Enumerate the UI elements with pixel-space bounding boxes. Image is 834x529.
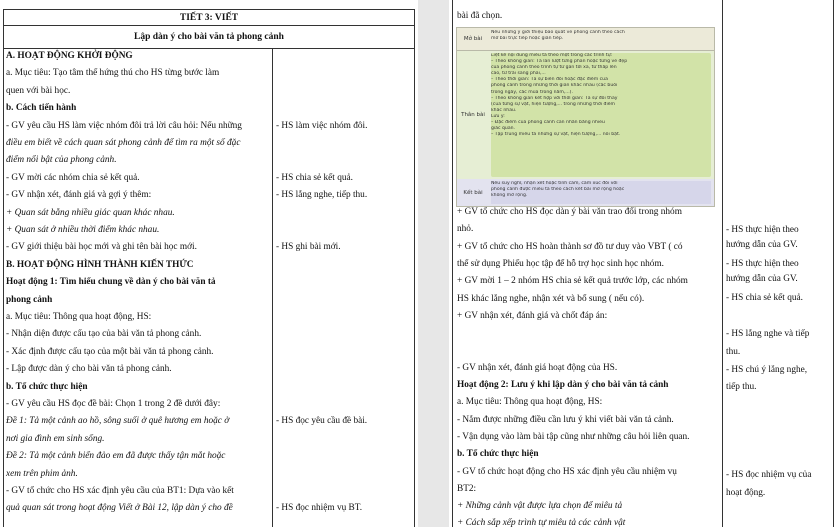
text-line: quen với bài học. <box>6 85 71 96</box>
text-line: thể sử dụng Phiếu học tập để hỗ trợ học sinh học nhóm. <box>457 258 664 269</box>
figure-text-line: mở bài trực tiếp hoặc gián tiếp. <box>491 36 564 42</box>
figure-text-line: Lưu ý: <box>491 113 505 119</box>
text-line: A. HOẠT ĐỘNG KHỞI ĐỘNG <box>6 51 133 61</box>
text-line: - GV tổ chức cho HS xác định yêu cầu của BT1: Dựa vào kết <box>6 486 234 496</box>
figure-row-label: Mở bài <box>463 36 483 42</box>
figure-row-body <box>491 181 711 204</box>
figure-text-line: – Theo thời gian: Tả sự biến đổi hoặc đặc điểm của <box>491 77 608 83</box>
figure-text-line: của phong cảnh theo trình tự từ gần tới xa, từ thấp lên <box>491 65 617 71</box>
text-line: - Nắm được những điều cần lưu ý khi viết bài văn tả cảnh. <box>457 414 674 425</box>
figure-text-line: (của từng sự vật, hiện tượng,... trong những thời điểm <box>491 101 616 107</box>
text-line: + GV tổ chức cho HS hoàn thành sơ đồ tư duy vào VBT ( có <box>457 241 683 252</box>
figure-row-body-section <box>457 50 714 180</box>
text-line: - HS đọc yêu cầu đề bài. <box>276 416 368 427</box>
text-line: - GV nhận xét, đánh giá hoạt động của HS. <box>457 362 618 373</box>
column-divider <box>272 48 273 527</box>
text-line: điểm nổi bật của phong cảnh. <box>6 155 117 166</box>
text-line: - HS thực hiện theo <box>726 225 799 235</box>
figure-row-intro <box>457 28 714 50</box>
text-line: - HS thực hiện theo <box>726 259 799 269</box>
text-line: - Xác định được cấu tạo của một bài văn tả phong cảnh. <box>6 346 214 357</box>
text-line: - GV nhận xét, đánh giá và gợi ý thêm: <box>6 190 152 201</box>
figure-row-body <box>491 30 711 48</box>
text-line: b. Tổ chức thực hiện <box>457 449 539 460</box>
text-line: - GV tổ chức hoạt động cho HS xác định yêu cầu nhiệm vụ <box>457 466 677 477</box>
text-line: HS khác lắng nghe, nhận xét và bổ sung ( nếu có). <box>457 293 645 304</box>
figure-text-line: phong cảnh được miêu tả theo cách kết bài mở rộng hoặc <box>491 187 625 193</box>
text-line: Hoạt động 1: Tìm hiểu chung về dàn ý cho bài văn tả <box>6 277 216 288</box>
text-line: phong cảnh <box>6 294 53 305</box>
figure-text-line: Liệt kê nội dung miêu tả theo một trong các trình tự: <box>491 53 613 58</box>
text-line: Đề 2: Tả một cảnh biển đảo em đã được thấy tận mắt hoặc <box>6 451 226 462</box>
figure-text-line: trong ngày, các mùa trong năm,...). <box>491 89 573 95</box>
figure-text-line: – Theo không gian: Tả lần lượt từng phần hoặc từng vẻ đẹp <box>491 59 628 65</box>
text-line: + Quan sát ở nhiều thời điểm khác nhau. <box>6 225 160 235</box>
text-line: BT2: <box>457 483 477 494</box>
figure-row-conclusion <box>457 179 714 206</box>
text-line: - HS chú ý lắng nghe, <box>726 365 808 375</box>
text-line: - Nhận diện được cấu tạo của bài văn tả phong cảnh. <box>6 329 202 340</box>
continued-text: bài đã chọn. <box>457 11 503 21</box>
text-line: a. Mục tiêu: Thông qua hoạt động, HS: <box>457 397 603 408</box>
text-line: - HS chia sẻ kết quả. <box>726 293 803 303</box>
text-line: a. Mục tiêu: Tạo tâm thế hứng thú cho HS từng bước làm <box>6 68 220 79</box>
outline-figure <box>456 27 715 207</box>
text-line: quả quan sát trong hoạt động Viết ở Bài 12, lập dàn ý cho đề <box>6 503 233 514</box>
figure-text-line: – Tập trung miêu tả những sự vật, hiện tượng,... nổi bật. <box>491 132 621 138</box>
table-rule <box>4 25 414 26</box>
text-line: Hoạt động 2: Lưu ý khi lập dàn ý cho bài văn tả cảnh <box>457 380 669 390</box>
text-line: B. HOẠT ĐỘNG HÌNH THÀNH KIẾN THỨC <box>6 259 194 270</box>
figure-row-body <box>491 53 711 177</box>
text-line: hoạt động. <box>726 488 766 498</box>
text-line: + Quan sát bằng nhiều giác quan khác nhau. <box>6 207 175 218</box>
text-line: - HS làm việc nhóm đôi. <box>276 120 368 131</box>
figure-row-label: Kết bài <box>463 189 483 196</box>
figure-text-line: cao, từ trái sang phải,... <box>491 71 546 77</box>
text-line: - GV yêu cầu HS đọc đề bài: Chọn 1 trong 2 đề dưới đây: <box>6 399 221 409</box>
text-line: - Vận dụng vào làm bài tập cũng như những câu hỏi liên quan. <box>457 431 690 442</box>
text-line: - HS lắng nghe và tiếp <box>726 329 810 339</box>
text-line: Đề 1: Tả một cảnh ao hồ, sông suối ở quê hương em hoặc ở <box>6 416 230 427</box>
text-line: - GV yêu cầu HS làm việc nhóm đôi trả lời câu hỏi: Nếu những <box>6 120 242 131</box>
text-line: + Cách sắp xếp trình tự miêu tả các cảnh vật <box>457 518 626 529</box>
figure-text-line: khác nhau. <box>491 107 517 113</box>
text-line: - HS đọc nhiệm vụ của <box>726 470 812 480</box>
figure-text-line: Nêu suy nghĩ, nhận xét hoặc tình cảm, cảm xúc đối với <box>491 181 618 186</box>
figure-text-line: – Theo không gian kết hợp với thời gian: Tả sự đổi thay <box>491 95 618 101</box>
page-gutter <box>418 0 449 527</box>
figure-row-label: Thân bài <box>461 112 485 118</box>
text-line: b. Tổ chức thực hiện <box>6 381 88 392</box>
text-line: - HS chia sẻ kết quả. <box>276 172 353 183</box>
text-line: b. Cách tiến hành <box>6 103 77 114</box>
column-divider <box>722 0 723 527</box>
figure-text-line: không mở rộng. <box>491 193 528 199</box>
figure-text-line: giác quan. <box>491 126 516 132</box>
table-rule <box>4 48 414 49</box>
lesson-heading: TIẾT 3: VIẾT <box>179 13 239 23</box>
text-line: nhỏ. <box>457 224 474 235</box>
text-line: nơi gia đình em sinh sống. <box>6 433 105 444</box>
text-line: - Lập được dàn ý cho bài văn tả phong cảnh. <box>6 364 172 375</box>
text-line: - HS lắng nghe, tiếp thu. <box>276 190 368 201</box>
figure-text-line: phong cảnh trong những thời gian khác nhau (các buổi <box>491 83 618 89</box>
left-page <box>0 0 418 527</box>
figure-text-line: Nêu những ý giới thiệu bao quát về phong cảnh theo cách <box>491 30 625 35</box>
text-line: hướng dẫn của GV. <box>726 274 798 284</box>
text-line: - HS ghi bài mới. <box>276 242 341 253</box>
text-line: hướng dẫn của GV. <box>726 240 798 250</box>
text-line: + GV mời 1 – 2 nhóm HS chia sẻ kết quả trước lớp, các nhóm <box>457 276 688 287</box>
text-line: a. Mục tiêu: Thông qua hoạt động, HS: <box>6 312 152 322</box>
text-line: tiếp thu. <box>726 382 757 392</box>
text-line: - HS đọc nhiệm vụ BT. <box>276 503 363 514</box>
text-line: - GV mời các nhóm chia sẻ kết quả. <box>6 172 140 183</box>
text-line: - GV giới thiệu bài học mới và ghi tên bài học mới. <box>6 242 197 253</box>
lesson-subheading: Lập dàn ý cho bài văn tả phong cảnh <box>134 32 284 42</box>
left-table <box>3 9 415 527</box>
text-line: xem trên phim ảnh. <box>6 468 78 479</box>
figure-text-line: – Đặc điểm của phong cảnh cần nhấn bằng nhiều <box>491 120 605 126</box>
text-line: + GV nhận xét, đánh giá và chốt đáp án: <box>457 310 608 321</box>
text-line: thu. <box>726 347 741 357</box>
text-line: + Những cảnh vật được lựa chọn để miêu tả <box>457 501 623 512</box>
text-line: điều em biết về cách quan sát phong cảnh để tìm ra một số đặc <box>6 138 241 148</box>
text-line: + GV tổ chức cho HS đọc dàn ý bài văn trao đổi trong nhóm <box>457 207 682 217</box>
